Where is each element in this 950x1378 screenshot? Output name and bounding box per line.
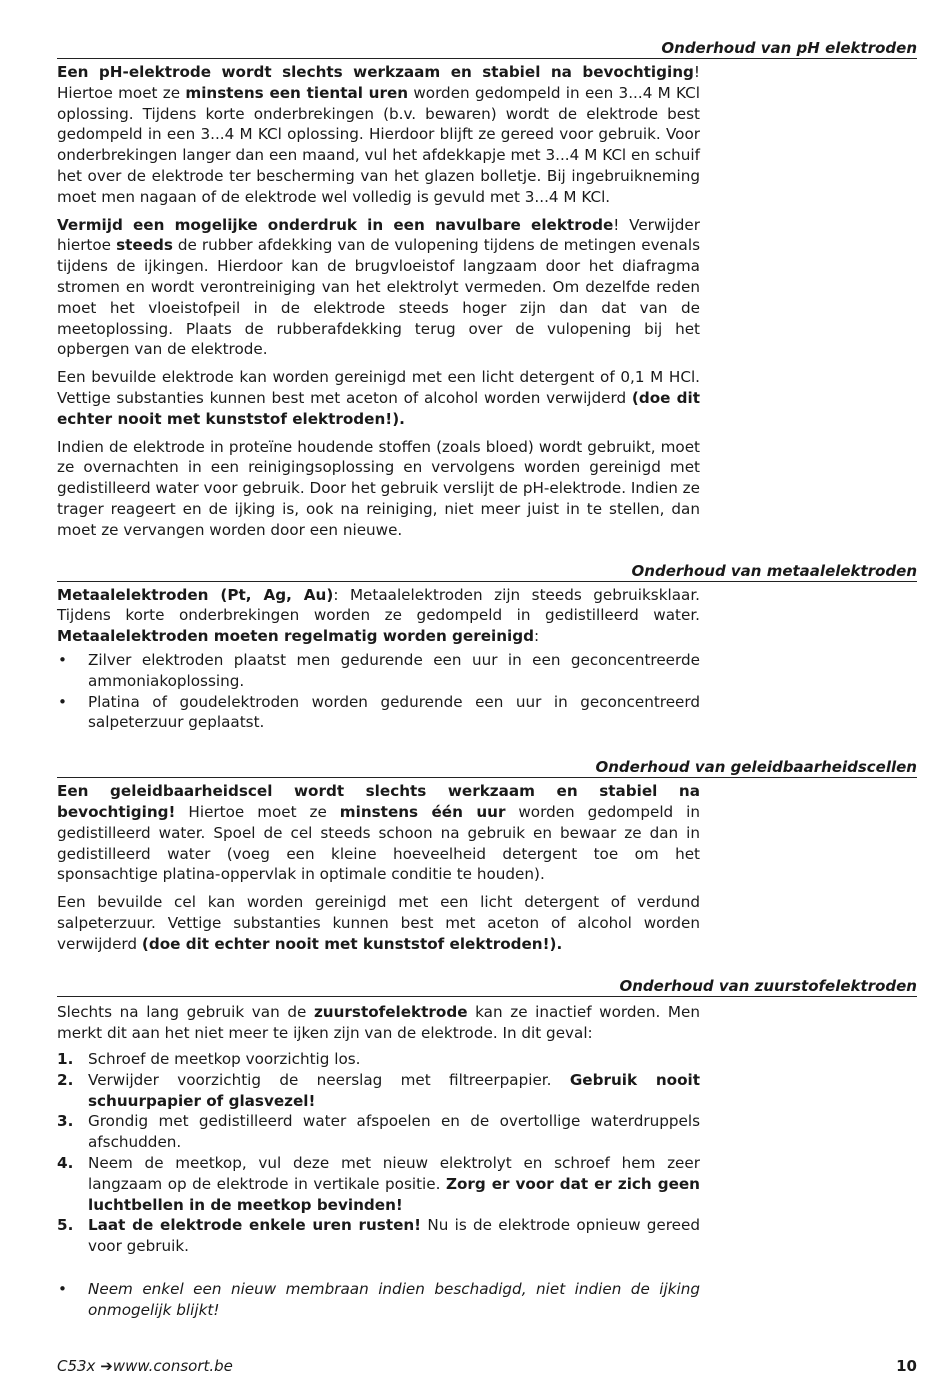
numbered-steps bbox=[57, 1049, 700, 1257]
emphasis-text: Gebruik nooit schuurpapier of glasvezel! bbox=[88, 1070, 700, 1110]
step-text bbox=[88, 1050, 360, 1068]
footer-left bbox=[57, 1357, 233, 1375]
step-item bbox=[57, 1070, 700, 1112]
step-number: 4. bbox=[57, 1154, 74, 1173]
paragraph bbox=[57, 1002, 700, 1044]
emphasis-text: (doe dit echter nooit met kunststof elektroden!). bbox=[57, 388, 700, 428]
step-item bbox=[57, 1215, 700, 1257]
text-run: kan ze inactief worden. Men merkt dit aan het niet meer te ijken zijn van de elektrode. In dit geval: bbox=[57, 1003, 700, 1043]
paragraph bbox=[57, 585, 700, 647]
step-number: 5. bbox=[57, 1216, 74, 1235]
text-run: de rubber afdekking van de vulopening tijdens de metingen evenals tijdens de ijkingen. Hierdoor kan de brugvloeistof langzaam door het diafragma stromen en wordt verontreiniging van het elektrolyt vermeden. Om dezelfde reden moet het vloeistofpeil in de elektrode steeds hoger zijn dan dat van de meetoplossing. Plaats de rubberafdekking terug over de vulopening bij het opbergen van de elektrode. bbox=[57, 236, 700, 359]
emphasis-text: Zorg er voor dat er zich geen luchtbellen in de meetkop bevinden! bbox=[88, 1174, 700, 1214]
bullet-list bbox=[57, 650, 700, 733]
emphasis-text: Laat de elektrode enkele uren rusten! bbox=[88, 1216, 422, 1235]
emphasis-text: minstens één uur bbox=[339, 802, 506, 821]
text-run: Slechts na lang gebruik van de bbox=[57, 1003, 314, 1022]
text-run: : Metaalelektroden zijn steeds gebruiksklaar. Tijdens korte onderbrekingen worden ze gedompeld in gedistilleerd water. bbox=[57, 585, 700, 625]
text-run: ! Verwijder hiertoe bbox=[57, 215, 700, 255]
note-item bbox=[57, 1279, 700, 1321]
text-run: worden gedompeld in een 3...4 M KCl oplossing. Tijdens korte onderbrekingen (b.v. bewaren) wordt de elektrode best gedompeld in een 3...4 M KCl oplossing. Hierdoor blijft ze gereed voor gebruik. Voor onderbrekingen langer dan een maand, vul het afdekkapje met 3...4 M KCl en schuif het over de elektrode ter bescherming van het glazen bolletje. Bij ingebruikneming moet men nagaan of de elektrode wel volledig is gevuld met 3...4 M KCl. bbox=[57, 83, 700, 206]
section-metal-content bbox=[57, 585, 700, 734]
footer-model: C53x bbox=[57, 1357, 96, 1375]
section-ph-content bbox=[57, 62, 700, 541]
text-run: Nu is de elektrode opnieuw gereed voor gebruik. bbox=[88, 1216, 700, 1256]
section-header-conductivity bbox=[57, 740, 917, 778]
text-run: ! Hiertoe moet ze bbox=[57, 63, 700, 102]
step-text bbox=[88, 1071, 700, 1110]
text-run: Een bevuilde cel kan worden gereinigd met een licht detergent of verdund salpeterzuur. Vettige substanties kunnen best met aceton of alcohol worden verwijderd bbox=[57, 893, 700, 953]
paragraph bbox=[57, 62, 700, 208]
text-run: : bbox=[533, 627, 540, 646]
text-run: Schroef de meetkop voorzichtig los. bbox=[88, 1050, 361, 1069]
text-run: Verwijder voorzichtig de neerslag met filtreerpapier. bbox=[88, 1070, 570, 1089]
section-header-ph bbox=[57, 0, 917, 59]
step-item bbox=[57, 1153, 700, 1215]
section-title-ph: Onderhoud van pH elektroden bbox=[661, 39, 917, 57]
emphasis-text: zuurstofelektrode bbox=[313, 1003, 468, 1022]
text-run: worden gedompeld in gedistilleerd water. Spoel de cel steeds schoon na gebruik en bewaar ze dan in gedistilleerd water (voeg een kleine hoeveelheid detergent toe om het sponsachtige platina-oppervlak in optimale conditie te houden). bbox=[57, 802, 700, 884]
arrow-right-icon: ➔ bbox=[100, 1357, 113, 1375]
paragraph bbox=[57, 892, 700, 954]
note-list bbox=[57, 1279, 700, 1321]
section-header-oxygen bbox=[57, 961, 917, 997]
section-header-metal bbox=[57, 548, 917, 582]
section-oxygen-content bbox=[57, 1002, 700, 1320]
text-run: Hiertoe moet ze bbox=[175, 802, 340, 821]
note-text: Neem enkel een nieuw membraan indien beschadigd, niet indien de ijking onmogelijk blijkt! bbox=[88, 1280, 700, 1319]
emphasis-text: minstens een tiental uren bbox=[185, 83, 409, 102]
text-run: Indien de elektrode in proteïne houdende stoffen (zoals bloed) wordt gebruikt, moet ze overnachten in een reinigingsoplossing en vervolgens worden gereinigd met gedistilleerd water voor gebruik. Door het gebruik verslijt de pH-elektrode. Indien ze trager reageert en de ijking is, ook na reiniging, niet meer juist in te stellen, dan moet ze vervangen worden door een nieuwe. bbox=[57, 437, 700, 539]
emphasis-text: Een geleidbaarheidscel wordt slechts werkzaam en stabiel na bevochtiging! bbox=[57, 782, 700, 821]
step-text bbox=[88, 1112, 700, 1151]
text-run: Een bevuilde elektrode kan worden gereinigd met een licht detergent of 0,1 M HCl. Vettige substanties kunnen best met aceton of alcohol worden verwijderd bbox=[57, 368, 700, 407]
section-title-conductivity: Onderhoud van geleidbaarheidscellen bbox=[595, 758, 917, 777]
section-title-metal: Onderhoud van metaalelektroden bbox=[631, 561, 917, 580]
list-item: • Zilver elektroden plaatst men gedurende een uur in een geconcentreerde ammoniakoplossing. bbox=[57, 650, 700, 692]
page-body bbox=[57, 0, 917, 1328]
step-item bbox=[57, 1111, 700, 1153]
paragraph bbox=[57, 215, 700, 361]
emphasis-text: steeds bbox=[116, 236, 173, 255]
text-run: Grondig met gedistilleerd water afspoelen en de overtollige waterdruppels afschudden. bbox=[88, 1112, 700, 1152]
step-text bbox=[88, 1216, 700, 1255]
page-number: 10 bbox=[896, 1357, 917, 1375]
emphasis-text: Metaalelektroden (Pt, Ag, Au) bbox=[57, 585, 334, 604]
paragraph bbox=[57, 781, 700, 885]
step-number: 1. bbox=[57, 1050, 74, 1069]
step-item bbox=[57, 1049, 700, 1070]
section-title-oxygen: Onderhoud van zuurstofelektroden bbox=[619, 977, 917, 996]
text-run: Neem de meetkop, vul deze met nieuw elektrolyt en schroef hem zeer langzaam op de elektrode in vertikale positie. bbox=[88, 1154, 700, 1193]
step-text bbox=[88, 1154, 700, 1214]
footer-website-link[interactable]: www.consort.be bbox=[112, 1357, 233, 1375]
emphasis-text: (doe dit echter nooit met kunststof elektroden!). bbox=[141, 934, 563, 953]
section-conductivity-content bbox=[57, 781, 700, 954]
list-item: • Platina of goudelektroden worden gedurende een uur in geconcentreerd salpeterzuur geplaatst. bbox=[57, 692, 700, 734]
step-number: 2. bbox=[57, 1070, 74, 1089]
paragraph bbox=[57, 437, 700, 541]
step-number: 3. bbox=[57, 1112, 74, 1131]
emphasis-text: Metaalelektroden moeten regelmatig worden gereinigd bbox=[57, 627, 534, 646]
emphasis-text: Vermijd een mogelijke onderdruk in een navulbare elektrode bbox=[57, 215, 614, 234]
emphasis-text: Een pH-elektrode wordt slechts werkzaam en stabiel na bevochtiging bbox=[57, 63, 694, 81]
paragraph bbox=[57, 367, 700, 429]
